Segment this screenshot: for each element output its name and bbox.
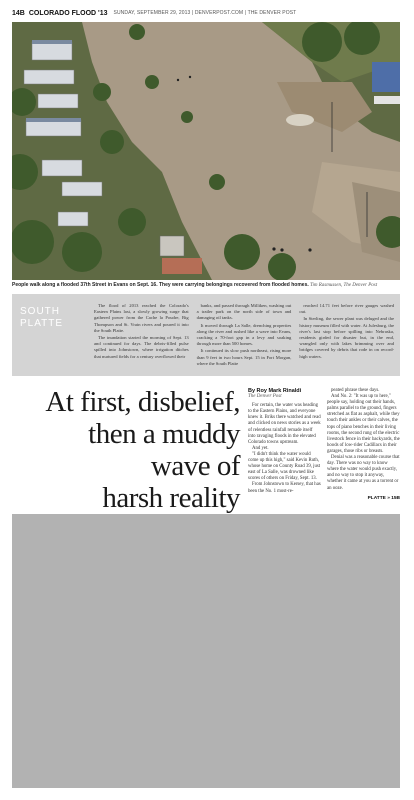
photo-caption xyxy=(12,282,400,289)
byline: By Roy Mark Rinaldi xyxy=(248,388,302,394)
photo-credit: Tim Rasmussen, The Denver Post xyxy=(310,283,378,288)
section-title: COLORADO FLOOD '13 xyxy=(28,9,108,17)
ad-placeholder xyxy=(12,514,400,788)
south-platte-label: SOUTH PLATTE xyxy=(20,306,64,329)
platte-column-1: The flood of 2013 reached the Colorado's Eastern Plains last, a slowly growing surge that gathered power from the Cache la Poudre, Big Thompson and St. Vrain rivers and poured it into the South Platte. The inundation started the morning of Sept. 13 and continued for days. The debris-filled pulse spilled into Johnstown, where irrigation ditches that nurtured fields for a century overflowed their xyxy=(94,303,189,359)
header-paper: THE DENVER POST xyxy=(247,10,297,16)
story-column-2: peated phrase these days. And No. 2: "It was up to here," people say, holding out their hands, palms parallel to the ground, fingers stretched as flat as asphalt, while they touch their ankles or their calves, the tops of piano benches in their living rooms, the second rung of the electric livestock fence in their backyards, the hoods of low-rider Cadillacs in their garages, those ribs or breasts. Denial was a reasonable course that day. There was no way to know where the water would push exactly, and no way to stop it anyway, whether it came at you as a torrent or an ooze. xyxy=(327,388,400,491)
story-column-1: By Roy Mark Rinaldi The Denver Post For certain, the water was heading to the Eastern Plains, and everyone knew it. Briks there watched and read and clicked on news stories as a week of relentless rainfall remade itself into ravaging floods in the elevated Colorado towns upstream. And yet. "I didn't think the water would come up this high," said Kevin Ruth, whose home on County Road 39, just east of La Salle, was drowned like scores of others on Friday, Sept. 13. From Johnstown to Kersey, that has been the No. 1 most-re- xyxy=(248,388,321,494)
newspaper-page xyxy=(12,0,400,800)
caption-text: People walk along a flooded 37th Street in Evans on Sept. 16. They were carrying belongings recovered from flooded homes. xyxy=(12,282,309,288)
south-platte-box xyxy=(12,294,400,376)
page-header: 14B COLORADO FLOOD '13 SUNDAY, SEPTEMBER 29, 2013 | DENVERPOST.COM | THE DENVER POST xyxy=(12,9,297,17)
page-number: 14B xyxy=(12,9,25,17)
flood-photo xyxy=(12,22,400,280)
story-headline: At first, disbelief, then a muddy wave of harsh reality xyxy=(45,386,240,514)
header-site: DENVERPOST.COM xyxy=(194,10,244,16)
story-body xyxy=(248,388,400,495)
platte-column-3: reached 14.71 feet before river gauges washed out. In Sterling, the sewer plant was deluged and the history museum filled with water. At Julesburg, the river's last stop before spilling into Nebraska, residents girded for disaster but, in the end, wrangled only with lakes brimming over and bridges covered by debris that rode in on record-high waters. xyxy=(299,303,395,359)
jump-line[interactable]: PLATTE » 15B xyxy=(367,496,400,501)
byline-org: The Denver Post xyxy=(248,394,282,400)
header-date: SUNDAY, SEPTEMBER 29, 2013 xyxy=(113,10,191,16)
platte-column-2: banks, and passed through Milliken, washing out a trailer park on the north side of town and damaging oil tanks. It moved through La Salle, drenching properties along the river and rushed like a wave into Evans, cracking a 70-foot gap in a levy and soaking through more than 500 homes. It continued its slow push northeast, rising more than 9 feet in two hours Sept. 15 in Fort Morgan, where the South Platte xyxy=(196,303,292,366)
